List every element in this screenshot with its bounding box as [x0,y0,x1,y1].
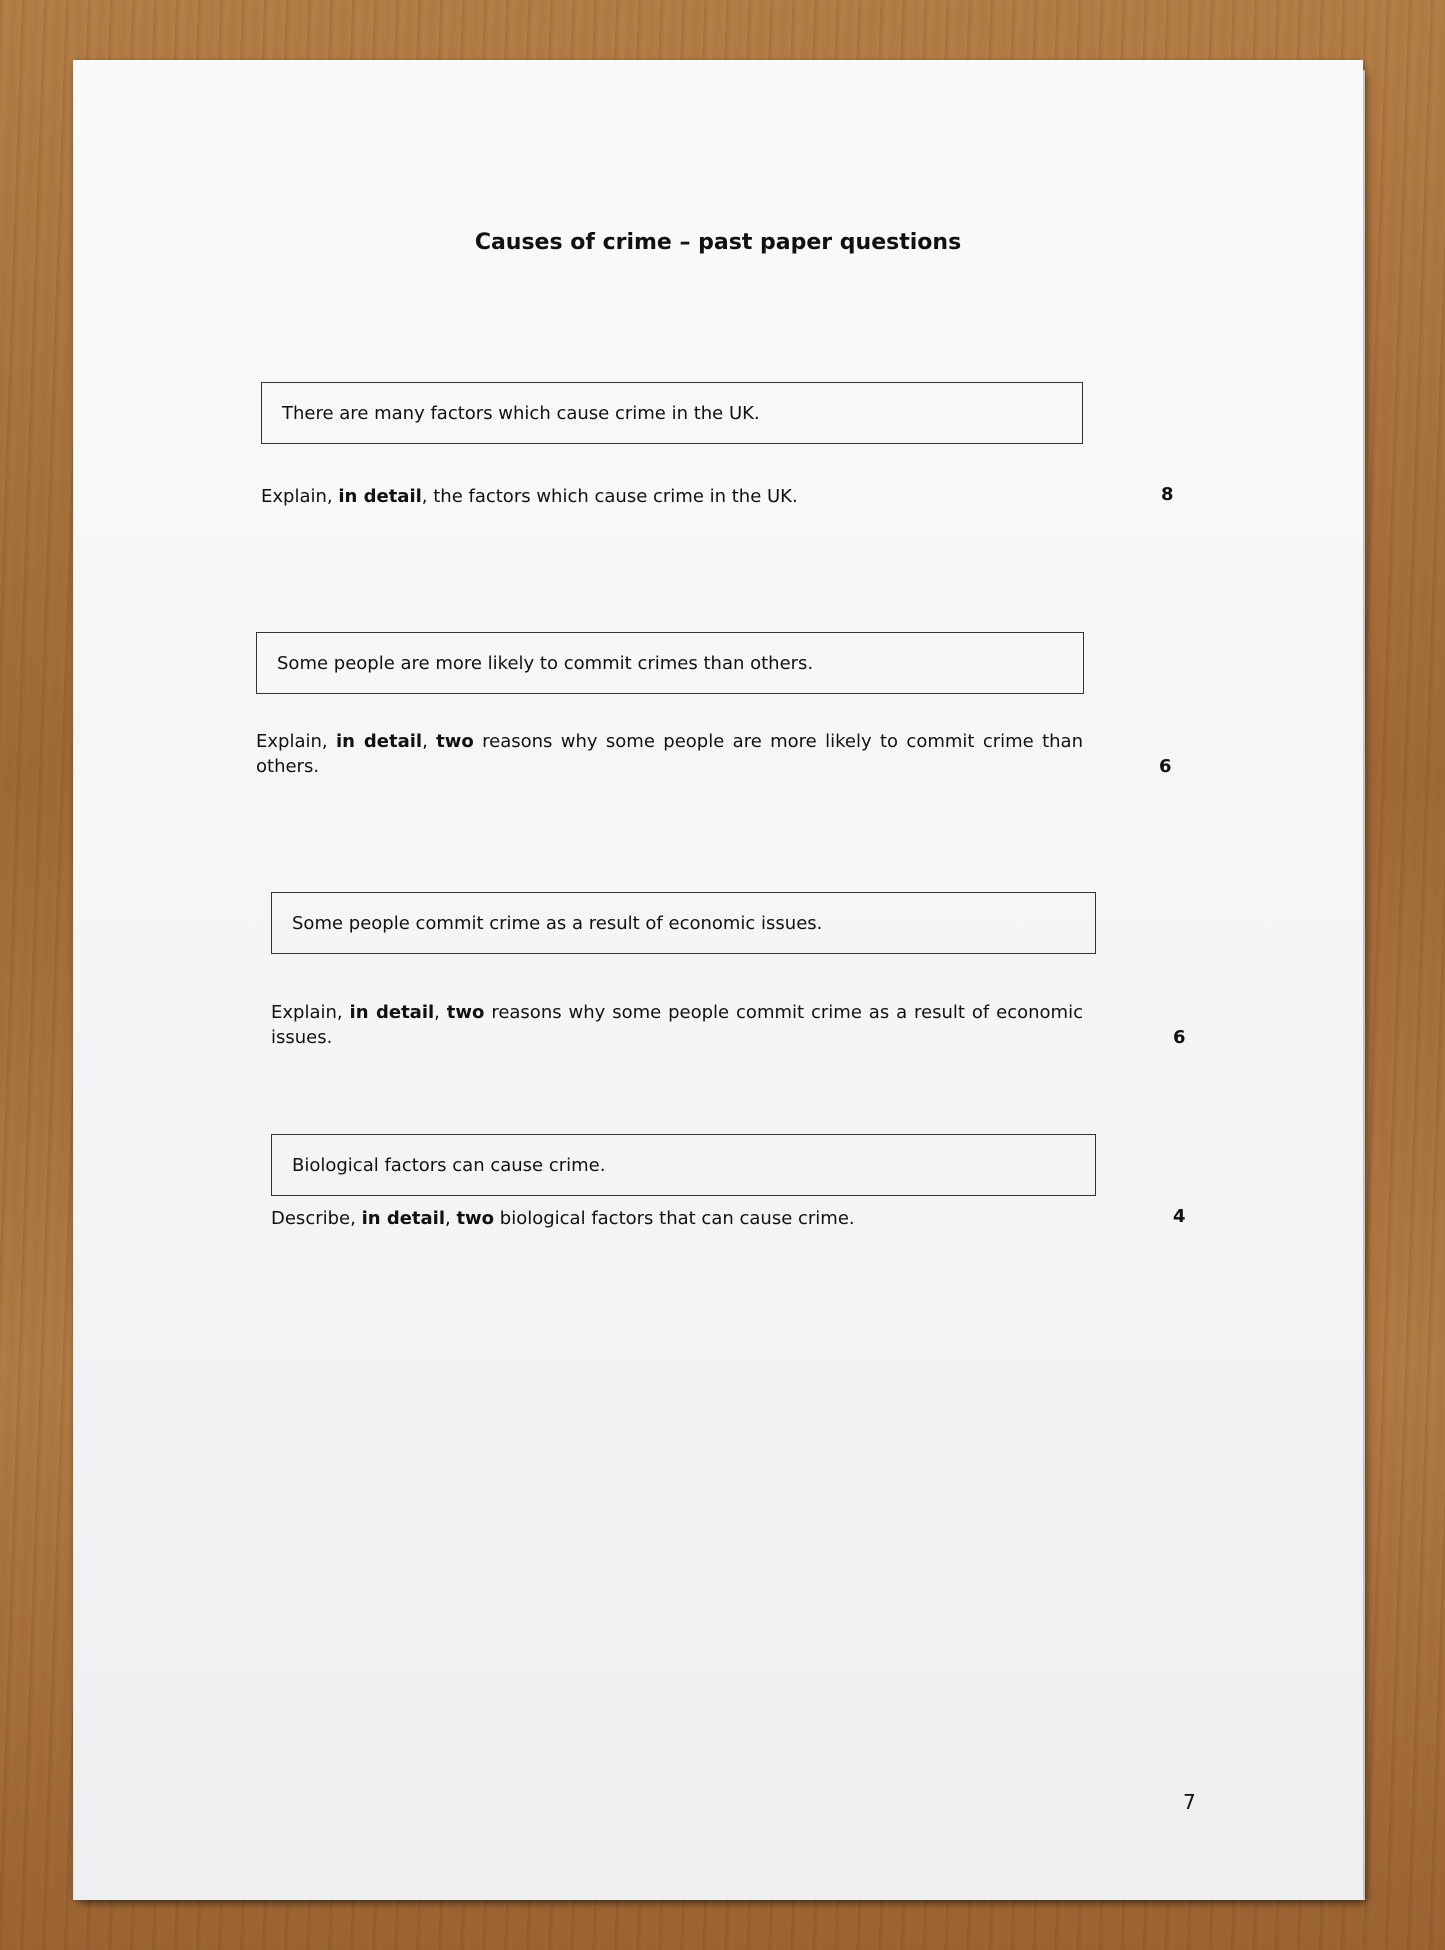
question-3-emphasis: in detail [349,1002,435,1023]
question-4-emphasis: in detail [361,1208,445,1229]
question-3-prompt: Some people commit crime as a result of economic issues. [292,912,823,934]
question-4-verb: Describe, [271,1208,362,1229]
question-4-prompt: Biological factors can cause crime. [292,1154,606,1176]
question-3-prompt-box [271,892,1096,954]
question-4-separator: , [445,1208,457,1229]
page-title: Causes of crime – past paper questions [474,230,962,255]
question-1-marks: 8 [1161,484,1174,505]
question-2-text [256,729,1083,779]
question-1-text [261,484,1061,509]
question-2-emphasis: in detail [335,731,423,752]
page-number: 7 [1183,1790,1196,1814]
question-1-prompt-box [261,382,1083,444]
question-2-separator: , [422,731,437,752]
exam-page [73,60,1363,1900]
question-3-rest: reasons why some people commit crime as a result of economic issues. [271,1002,1083,1048]
question-3-verb: Explain, [271,1002,350,1023]
question-2-prompt: Some people are more likely to commit crimes than others. [277,652,814,674]
question-2-prompt-box [256,632,1084,694]
question-4-rest: biological factors that can cause crime. [494,1208,855,1229]
question-3-marks: 6 [1173,1027,1186,1048]
question-4-count: two [456,1208,495,1229]
question-3-separator: , [434,1002,447,1023]
question-2-rest: reasons why some people are more likely to commit crime than others. [256,731,1083,777]
question-4-marks: 4 [1173,1206,1186,1227]
question-1-emphasis: in detail [338,486,422,507]
question-1-prompt: There are many factors which cause crime in the UK. [282,402,760,424]
question-2-count: two [436,731,474,752]
question-2-marks: 6 [1159,756,1172,777]
question-3-count: two [446,1002,485,1023]
question-1-verb: Explain, [261,486,339,507]
question-2-verb: Explain, [256,731,336,752]
question-3-text [271,1000,1083,1050]
question-1-rest: , the factors which cause crime in the UK. [421,486,798,507]
question-4-prompt-box [271,1134,1096,1196]
question-4-text [271,1206,1083,1231]
